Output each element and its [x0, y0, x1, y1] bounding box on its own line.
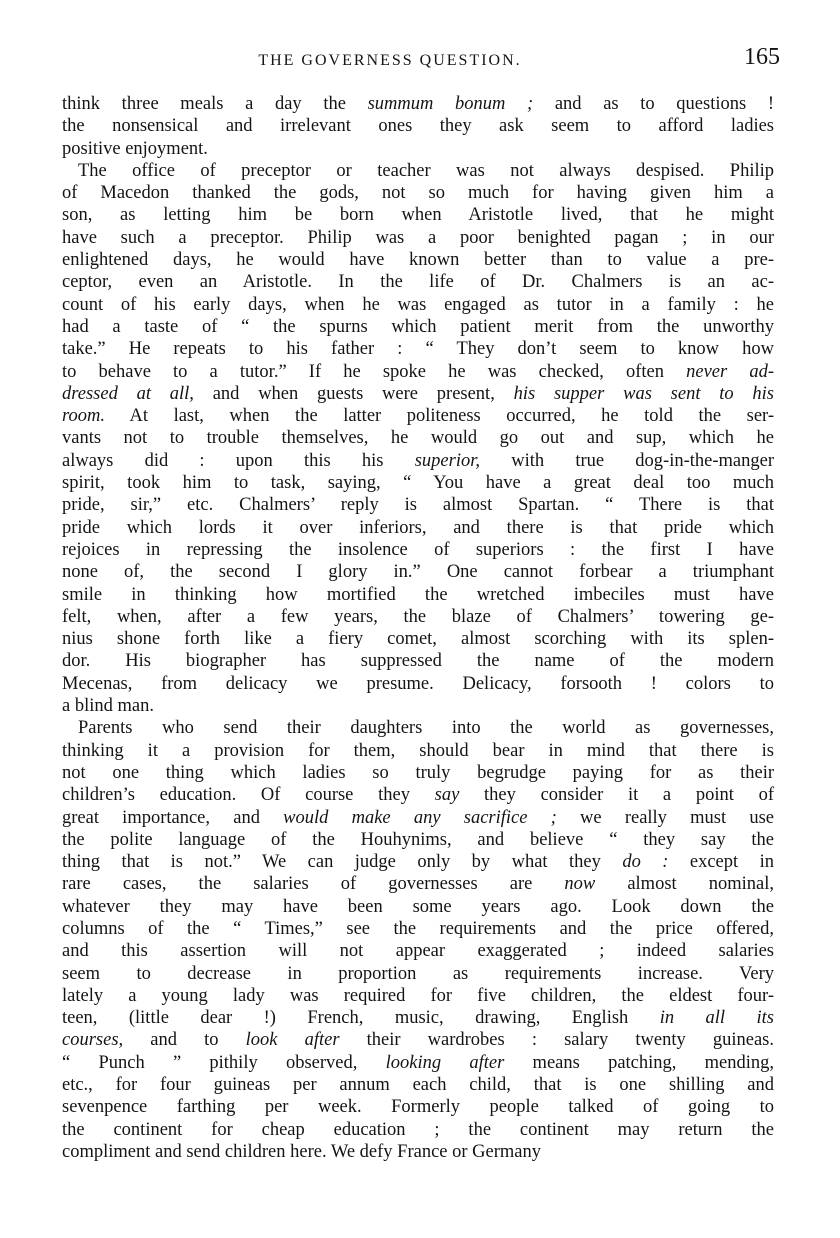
- body-text: [62, 93, 774, 1163]
- text-span: none of, the second I glory in.” One cannot forbear a triumphant: [62, 562, 774, 583]
- text-line: [62, 1052, 774, 1074]
- page-header: [60, 44, 780, 76]
- text-span: columns of the “ Times,” see the requirements and the price offered,: [62, 918, 774, 939]
- text-line: [62, 673, 774, 695]
- italic-text: dressed at all,: [62, 383, 194, 404]
- text-span: pride which lords it over inferiors, and there is that pride which: [62, 517, 774, 538]
- italic-text: courses,: [62, 1030, 124, 1051]
- text-span: dor. His biographer has suppressed the name of the modern: [62, 651, 774, 672]
- text-line: [62, 182, 774, 204]
- text-span: pride, sir,” etc. Chalmers’ reply is almost Spartan. “ There is that: [62, 495, 774, 516]
- italic-text: looking after: [385, 1052, 505, 1073]
- text-line: [62, 650, 774, 672]
- text-line: [62, 606, 774, 628]
- text-span: think three meals a day the: [62, 94, 368, 114]
- text-line: [62, 1141, 774, 1163]
- italic-text: say: [434, 785, 460, 806]
- text-line: [62, 450, 774, 472]
- text-line: [62, 494, 774, 516]
- text-line: [62, 93, 774, 115]
- italic-text: do :: [622, 852, 669, 873]
- italic-text: his supper was sent to his: [513, 383, 774, 404]
- text-line: [62, 1029, 774, 1051]
- text-span: rejoices in repressing the insolence of superiors : the first I have: [62, 539, 774, 560]
- text-line: [62, 115, 774, 137]
- text-span: Parents who send their daughters into the world as governesses,: [78, 718, 774, 739]
- text-line: [62, 316, 774, 338]
- text-line: [62, 405, 774, 427]
- text-span: Mecenas, from delicacy we presume. Delicacy, forsooth ! colors to: [62, 673, 774, 694]
- text-span: take.” He repeats to his father : “ They don’t seem to know how: [62, 339, 774, 360]
- text-span: “ Punch ” pithily observed,: [62, 1052, 386, 1073]
- text-line: [62, 204, 774, 226]
- italic-text: never ad-: [686, 361, 774, 382]
- text-line: [62, 361, 774, 383]
- text-line: [62, 717, 774, 739]
- text-span: of Macedon thanked the gods, not so much for having given him a: [62, 183, 774, 204]
- text-span: children’s education. Of course they: [62, 785, 435, 806]
- text-line: [62, 160, 774, 182]
- text-span: nius shone forth like a fiery comet, almost scorching with its splen-: [62, 629, 774, 650]
- text-span: etc., for four guineas per annum each child, that is one shilling and: [62, 1075, 774, 1096]
- text-line: [62, 851, 774, 873]
- text-line: [62, 695, 774, 717]
- text-line: [62, 271, 774, 293]
- text-line: [62, 517, 774, 539]
- text-line: [62, 383, 774, 405]
- text-line: [62, 249, 774, 271]
- text-line: [62, 1074, 774, 1096]
- running-title: THE GOVERNESS QUESTION.: [258, 52, 522, 69]
- text-line: [62, 784, 774, 806]
- text-span: teen, (little dear !) French, music, drawing, English: [62, 1008, 660, 1029]
- text-line: [62, 338, 774, 360]
- text-line: [62, 740, 774, 762]
- italic-text: room.: [62, 406, 105, 427]
- italic-text: in all its: [659, 1008, 774, 1029]
- text-line: [62, 294, 774, 316]
- text-span: their wardrobes : salary twenty guineas.: [339, 1030, 774, 1051]
- text-span: felt, when, after a few years, the blaze of Chalmers’ towering ge-: [62, 606, 774, 627]
- text-span: smile in thinking how mortified the wretched imbeciles must have: [62, 584, 774, 605]
- text-span: great importance, and: [62, 807, 284, 828]
- text-span: they consider it a point of: [459, 785, 774, 806]
- text-span: the polite language of the Houhynims, and believe “ they say the: [62, 829, 774, 850]
- text-span: and to: [123, 1030, 246, 1051]
- text-span: and this assertion will not appear exaggerated ; indeed salaries: [62, 941, 774, 962]
- page-number: 165: [744, 44, 780, 70]
- text-span: means patching, mending,: [504, 1052, 775, 1073]
- text-span: positive enjoyment.: [62, 138, 208, 159]
- text-span: The office of preceptor or teacher was not always despised. Philip: [78, 160, 774, 181]
- text-span: always did : upon this his: [62, 450, 415, 471]
- text-line: [62, 1096, 774, 1118]
- text-line: [62, 807, 774, 829]
- text-line: [62, 1007, 774, 1029]
- text-line: [62, 896, 774, 918]
- text-span: a blind man.: [62, 696, 154, 717]
- italic-text: look after: [245, 1030, 340, 1051]
- text-line: [62, 1119, 774, 1141]
- text-line: [62, 985, 774, 1007]
- text-line: [62, 873, 774, 895]
- text-span: and as to questions !: [533, 94, 774, 114]
- text-span: sevenpence farthing per week. Formerly people talked of going to: [62, 1097, 774, 1118]
- text-span: son, as letting him be born when Aristotle lived, that he might: [62, 205, 774, 226]
- text-span: had a taste of “ the spurns which patient merit from the unworthy: [62, 316, 774, 337]
- text-span: lately a young lady was required for five children, the eldest four-: [62, 985, 774, 1006]
- text-line: [62, 539, 774, 561]
- text-span: and when guests were present,: [193, 383, 514, 404]
- text-span: thing that is not.” We can judge only by what they: [62, 852, 623, 873]
- text-line: [62, 918, 774, 940]
- text-line: [62, 138, 774, 160]
- text-span: to behave to a tutor.” If he spoke he was checked, often: [62, 361, 687, 382]
- text-line: [62, 829, 774, 851]
- text-span: ceptor, even an Aristotle. In the life of Dr. Chalmers is an ac-: [62, 272, 774, 293]
- text-span: the continent for cheap education ; the continent may return the: [62, 1119, 774, 1140]
- text-span: with true dog-in-the-manger: [480, 450, 774, 471]
- text-line: [62, 472, 774, 494]
- text-span: enlightened days, he would have known better than to value a pre-: [62, 250, 774, 271]
- text-line: [62, 940, 774, 962]
- italic-text: would make any sacrifice ;: [283, 807, 557, 828]
- text-span: spirit, took him to task, saying, “ You have a great deal too much: [62, 473, 774, 494]
- text-span: vants not to trouble themselves, he would go out and sup, which he: [62, 428, 774, 449]
- text-span: rare cases, the salaries of governesses are: [62, 874, 565, 895]
- text-line: [62, 963, 774, 985]
- text-line: [62, 584, 774, 606]
- text-span: whatever they may have been some years ago. Look down the: [62, 896, 774, 917]
- text-line: [62, 427, 774, 449]
- text-span: not one thing which ladies so truly begrudge paying for as their: [62, 762, 774, 783]
- text-span: we really must use: [556, 807, 774, 828]
- text-span: count of his early days, when he was engaged as tutor in a family : he: [62, 294, 774, 315]
- text-line: [62, 227, 774, 249]
- text-span: seem to decrease in proportion as requirements increase. Very: [62, 963, 774, 984]
- text-span: compliment and send children here. We defy France or Germany: [62, 1141, 541, 1162]
- italic-text: now: [564, 874, 596, 895]
- text-line: [62, 561, 774, 583]
- text-span: have such a preceptor. Philip was a poor benighted pagan ; in our: [62, 227, 774, 248]
- text-span: the nonsensical and irrelevant ones they ask seem to afford ladies: [62, 116, 774, 137]
- italic-text: superior,: [414, 450, 481, 471]
- italic-text: summum bonum ;: [367, 94, 534, 114]
- text-span: almost nominal,: [595, 874, 774, 895]
- text-span: except in: [668, 852, 774, 873]
- text-span: thinking it a provision for them, should bear in mind that there is: [62, 740, 774, 761]
- text-line: [62, 762, 774, 784]
- text-span: At last, when the latter politeness occurred, he told the ser-: [105, 406, 774, 427]
- text-line: [62, 628, 774, 650]
